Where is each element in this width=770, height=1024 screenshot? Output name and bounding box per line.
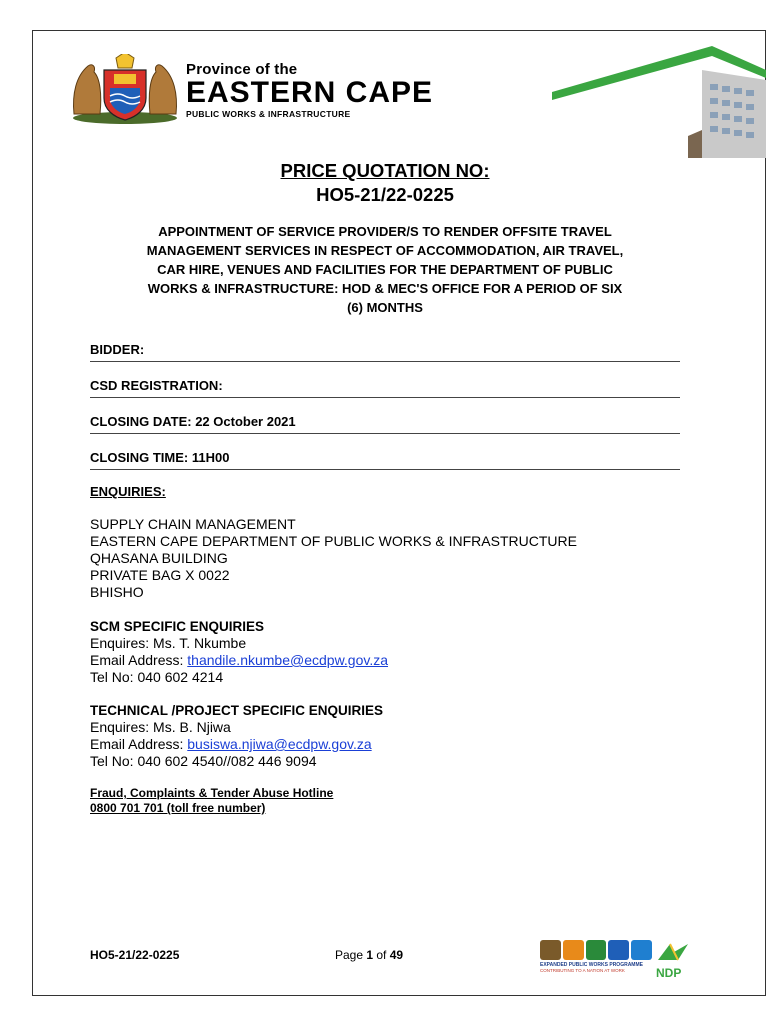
scm-heading: SCM SPECIFIC ENQUIRIES xyxy=(90,619,265,634)
ndp-mark-icon xyxy=(656,942,690,962)
email-label: Email Address: xyxy=(90,652,188,668)
technical-heading: TECHNICAL /PROJECT SPECIFIC ENQUIRIES xyxy=(90,703,384,718)
technical-enquiries-block xyxy=(90,702,383,770)
enquiries-address xyxy=(90,516,577,601)
footer-reference: HO5-21/22-0225 xyxy=(90,948,180,962)
page-total: 49 xyxy=(389,948,404,962)
address-line: PRIVATE BAG X 0022 xyxy=(90,567,230,583)
technical-email-link[interactable]: busiswa.njiwa@ecdpw.gov.za xyxy=(187,736,372,752)
epwp-label: EXPANDED PUBLIC WORKS PROGRAMME xyxy=(540,962,643,968)
scm-tel: Tel No: 040 602 4214 xyxy=(90,669,224,685)
quotation-number: HO5-21/22-0225 xyxy=(316,184,454,205)
tender-subject xyxy=(90,222,680,317)
scm-email-row xyxy=(90,652,388,669)
coat-of-arms-logo xyxy=(66,54,184,126)
subject-line: APPOINTMENT OF SERVICE PROVIDER/S TO RENDER OFFSITE TRAVEL xyxy=(158,224,612,239)
epwp-logo xyxy=(540,940,652,980)
bidder-field: BIDDER: xyxy=(90,342,680,362)
epwp-icon-5 xyxy=(631,940,652,960)
address-line: QHASANA BUILDING xyxy=(90,550,228,566)
hotline-title: Fraud, Complaints & Tender Abuse Hotline xyxy=(90,786,334,800)
hotline-number: 0800 701 701 (toll free number) xyxy=(90,801,266,815)
scm-contact: Enquires: Ms. T. Nkumbe xyxy=(90,635,247,651)
technical-tel: Tel No: 040 602 4540//082 446 9094 xyxy=(90,753,317,769)
epwp-icon-3 xyxy=(586,940,607,960)
fraud-hotline xyxy=(90,786,333,816)
page-of: of xyxy=(373,948,390,962)
scm-email-link[interactable]: thandile.nkumbe@ecdpw.gov.za xyxy=(187,652,389,668)
epwp-tagline: CONTRIBUTING TO A NATION AT WORK xyxy=(540,968,625,973)
technical-contact: Enquires: Ms. B. Njiwa xyxy=(90,719,231,735)
ndp-label: NDP xyxy=(656,966,682,980)
page-prefix: Page xyxy=(335,948,367,962)
ndp-logo xyxy=(656,942,690,978)
address-line: BHISHO xyxy=(90,584,144,600)
address-line: SUPPLY CHAIN MANAGEMENT xyxy=(90,516,296,532)
subject-line: WORKS & INFRASTRUCTURE: HOD & MEC'S OFFICE FOR A PERIOD OF SIX xyxy=(147,281,623,296)
enquiries-heading: ENQUIRIES: xyxy=(90,484,166,499)
epwp-icons xyxy=(540,940,652,960)
subject-line: CAR HIRE, VENUES AND FACILITIES FOR THE DEPARTMENT OF PUBLIC xyxy=(157,262,613,277)
address-line: EASTERN CAPE DEPARTMENT OF PUBLIC WORKS & INFRASTRUCTURE xyxy=(90,533,577,549)
epwp-icon-1 xyxy=(540,940,561,960)
building-roof-graphic xyxy=(552,40,766,158)
subject-line: MANAGEMENT SERVICES IN RESPECT OF ACCOMMODATION, AIR TRAVEL, xyxy=(146,243,624,258)
scm-enquiries-block xyxy=(90,618,388,686)
province-label: Province of the xyxy=(186,61,298,78)
epwp-icon-4 xyxy=(608,940,629,960)
email-label: Email Address: xyxy=(90,736,188,752)
department-label: PUBLIC WORKS & INFRASTRUCTURE xyxy=(186,109,351,119)
subject-line: (6) MONTHS xyxy=(347,300,423,315)
epwp-icon-2 xyxy=(563,940,584,960)
region-label: EASTERN CAPE xyxy=(186,76,434,109)
page-current: 1 xyxy=(366,948,374,962)
technical-email-row xyxy=(90,736,383,753)
closing-date-field: CLOSING DATE: 22 October 2021 xyxy=(90,414,680,434)
quotation-title: PRICE QUOTATION NO: xyxy=(280,160,490,181)
csd-registration-field: CSD REGISTRATION: xyxy=(90,378,680,398)
department-logo-text xyxy=(186,62,433,120)
closing-time-field: CLOSING TIME: 11H00 xyxy=(90,450,680,470)
page-number xyxy=(335,948,403,962)
